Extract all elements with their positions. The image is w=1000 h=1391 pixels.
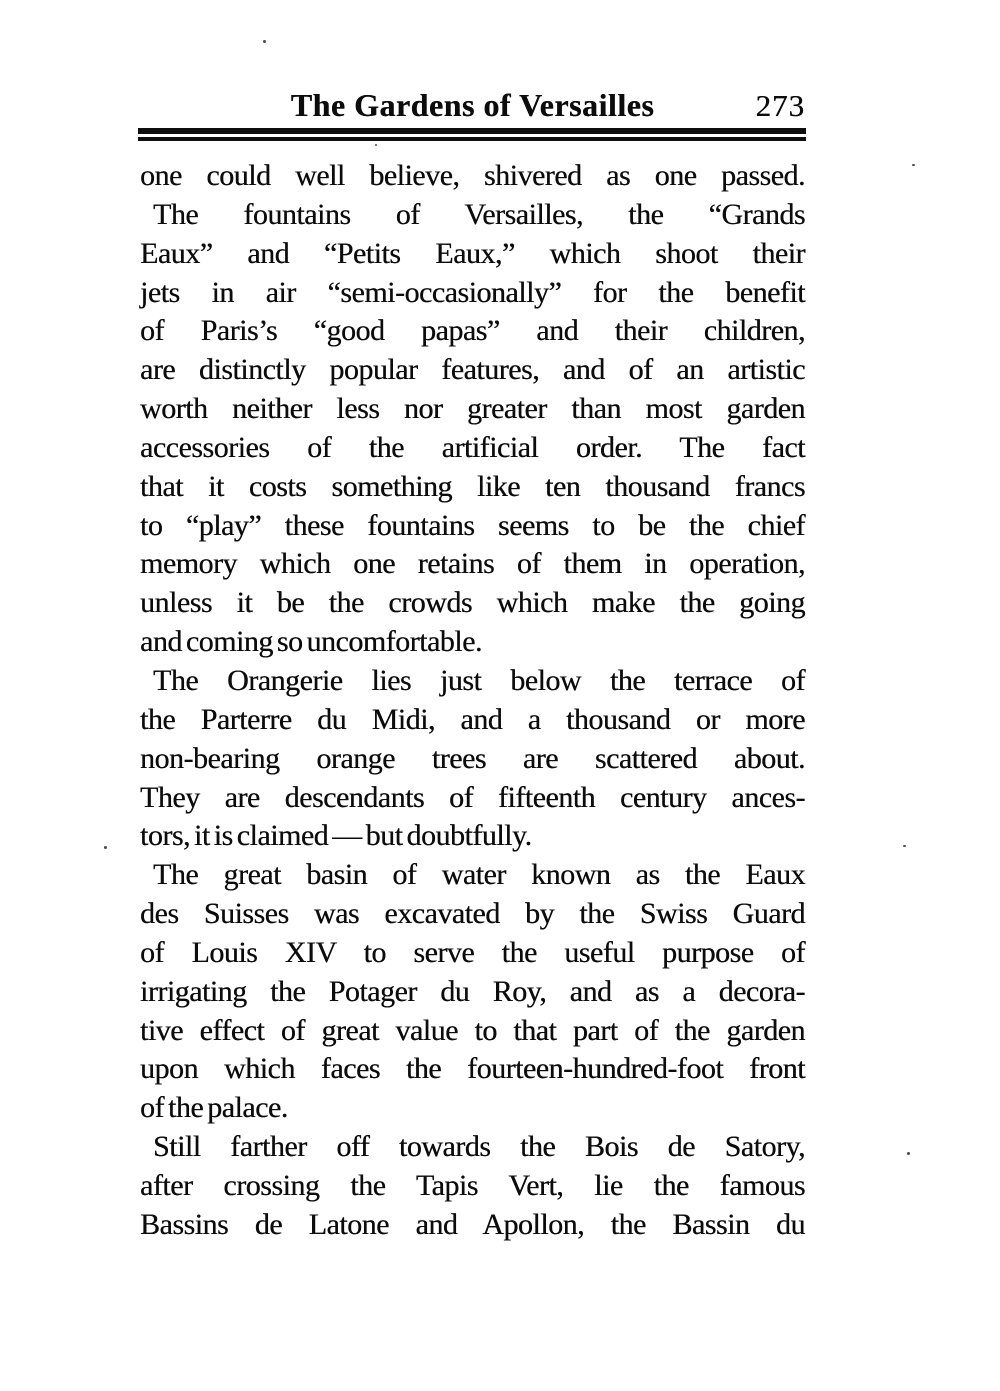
text-line: Bassins de Latone and Apollon, the Bassin du [140,1207,805,1241]
paragraph [140,196,805,662]
text-line: They are descendants of fifteenth century ances- [140,780,805,814]
text-line: irrigating the Potager du Roy, and as a decora- [140,974,805,1008]
text-line: memory which one retains of them in operation, [140,547,805,581]
text-line: are distinctly popular features, and of an artistic [140,353,805,387]
text-line: tors, it is claimed — but doubtfully. [140,819,532,853]
text-line: and coming so uncomfortable. [140,625,482,659]
text-line: of the palace. [140,1091,288,1125]
running-header [140,89,805,125]
text-line: des Suisses was excavated by the Swiss Guard [140,897,805,931]
text-line: to “play” these fountains seems to be the chief [140,508,805,542]
text-line: The fountains of Versailles, the “Grands [153,197,805,231]
paragraph [140,157,805,196]
text-line: Eaux” and “Petits Eaux,” which shoot their [140,236,805,270]
text-line: worth neither less nor greater than most garden [140,392,805,426]
text-line: of Paris’s “good papas” and their children, [140,314,805,348]
text-line: non-bearing orange trees are scattered about. [140,741,805,775]
header-double-rule [138,128,806,141]
text-line: tive effect of great value to that part of the garden [140,1013,805,1047]
text-line: Still farther off towards the Bois de Satory, [153,1130,805,1164]
text-line: one could well believe, shivered as one passed. [140,159,805,192]
page-number: 273 [755,88,805,123]
text-line: of Louis XIV to serve the useful purpose of [140,935,805,969]
page-title: The Gardens of Versailles [290,87,655,123]
paragraph [140,1128,805,1245]
scan-speck [104,846,107,849]
text-line: the Parterre du Midi, and a thousand or more [140,702,805,736]
text-line: unless it be the crowds which make the going [140,586,805,620]
body-text [140,157,805,1245]
paragraph [140,856,805,1128]
text-line: upon which faces the fourteen-hundred-foot front [140,1052,805,1086]
text-line: The Orangerie lies just below the terrace of [153,663,805,697]
scan-speck [375,144,377,146]
scan-speck [912,164,915,166]
text-line: after crossing the Tapis Vert, lie the famous [140,1168,805,1202]
text-line: jets in air “semi-occasionally” for the benefit [140,275,805,309]
scan-speck [907,1152,910,1155]
scan-speck [263,40,266,43]
text-line: accessories of the artificial order. The fact [140,430,805,464]
paragraph [140,662,805,856]
text-line: that it costs something like ten thousand francs [140,469,805,503]
text-line: The great basin of water known as the Eaux [153,858,805,892]
scan-speck [903,845,906,847]
